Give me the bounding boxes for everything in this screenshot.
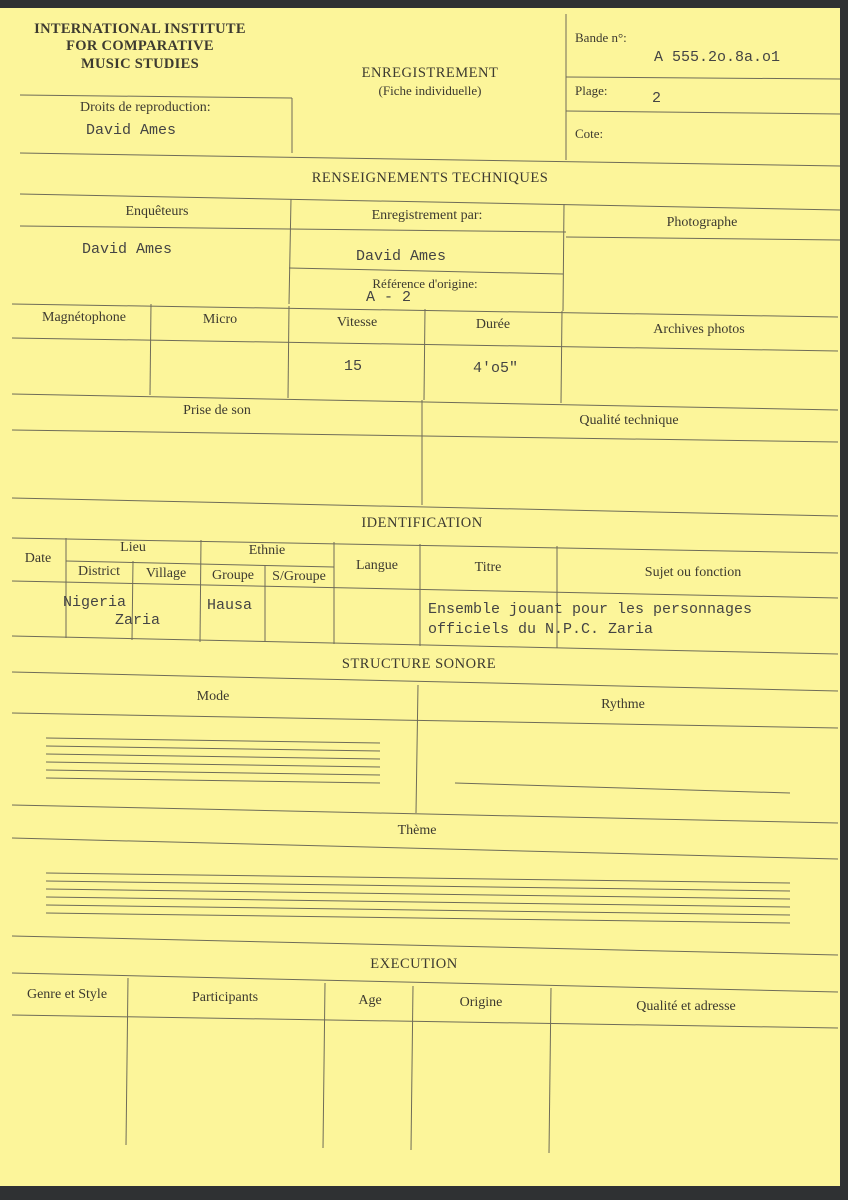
plage-value: 2 — [652, 90, 662, 107]
prise-de-son-label: Prise de son — [183, 403, 251, 418]
identification-section-title: IDENTIFICATION — [361, 515, 483, 531]
institute-line-2: FOR COMPARATIVE — [66, 38, 214, 54]
qualite-technique-label: Qualité technique — [579, 413, 679, 428]
village-value: Zaria — [115, 612, 161, 629]
groupe-label: Groupe — [212, 568, 254, 583]
participants-label: Participants — [191, 990, 259, 1005]
mode-label: Mode — [196, 689, 230, 704]
date-label: Date — [24, 551, 52, 566]
structure-section-title: STRUCTURE SONORE — [341, 656, 497, 672]
scan-border-top — [0, 0, 848, 8]
enqueteurs-value: David Ames — [82, 241, 173, 258]
reference-label: Référence d'origine: — [372, 276, 478, 291]
magnetophone-label: Magnétophone — [42, 310, 126, 325]
execution-section-title: EXECUTION — [370, 956, 458, 972]
plage-label: Plage: — [575, 83, 608, 98]
reference-value: A - 2 — [366, 289, 412, 306]
form-title: ENREGISTREMENT — [361, 65, 499, 81]
recording-card — [0, 8, 840, 1186]
scan-border-right — [840, 0, 848, 1200]
groupe-value: Hausa — [207, 597, 253, 614]
age-label: Age — [358, 993, 382, 1008]
titre-value-line-2: officiels du N.P.C. Zaria — [428, 621, 654, 638]
ethnie-label: Ethnie — [248, 543, 286, 558]
photographe-label: Photographe — [666, 215, 738, 230]
bande-value: A 555.2o.8a.o1 — [654, 49, 781, 66]
sgroupe-label: S/Groupe — [272, 569, 326, 584]
enregistrement-value: David Ames — [356, 248, 447, 265]
micro-label: Micro — [202, 312, 238, 327]
titre-value-line-1: Ensemble jouant pour les personnages — [428, 601, 753, 618]
rythme-label: Rythme — [601, 697, 645, 712]
qualite-adresse-label: Qualité et adresse — [636, 999, 736, 1014]
district-label: District — [78, 564, 120, 579]
langue-label: Langue — [356, 558, 398, 573]
vitesse-label: Vitesse — [336, 315, 378, 330]
institute-line-1: INTERNATIONAL INSTITUTE — [34, 21, 246, 37]
archives-photos-label: Archives photos — [653, 322, 745, 337]
origine-label: Origine — [459, 995, 503, 1010]
lieu-label: Lieu — [120, 540, 146, 555]
genre-style-label: Genre et Style — [26, 987, 108, 1002]
vitesse-value: 15 — [344, 358, 363, 375]
sujet-label: Sujet ou fonction — [644, 565, 742, 580]
technical-section-title: RENSEIGNEMENTS TECHNIQUES — [311, 170, 549, 186]
district-value: Nigeria — [63, 594, 127, 611]
duree-label: Durée — [475, 317, 511, 332]
enregistrement-label: Enregistrement par: — [371, 208, 483, 223]
bande-label: Bande n°: — [575, 30, 627, 45]
titre-label: Titre — [474, 560, 502, 575]
duree-value: 4'o5" — [473, 360, 519, 377]
form-subtitle: (Fiche individuelle) — [378, 83, 482, 98]
village-label: Village — [145, 566, 187, 581]
rights-label: Droits de reproduction: — [80, 100, 211, 115]
cote-label: Cote: — [575, 126, 604, 141]
enqueteurs-label: Enquêteurs — [125, 204, 189, 219]
institute-line-3: MUSIC STUDIES — [81, 56, 199, 72]
scan-border-bottom — [0, 1186, 848, 1200]
rights-value: David Ames — [86, 122, 177, 139]
theme-label: Thème — [397, 823, 437, 838]
